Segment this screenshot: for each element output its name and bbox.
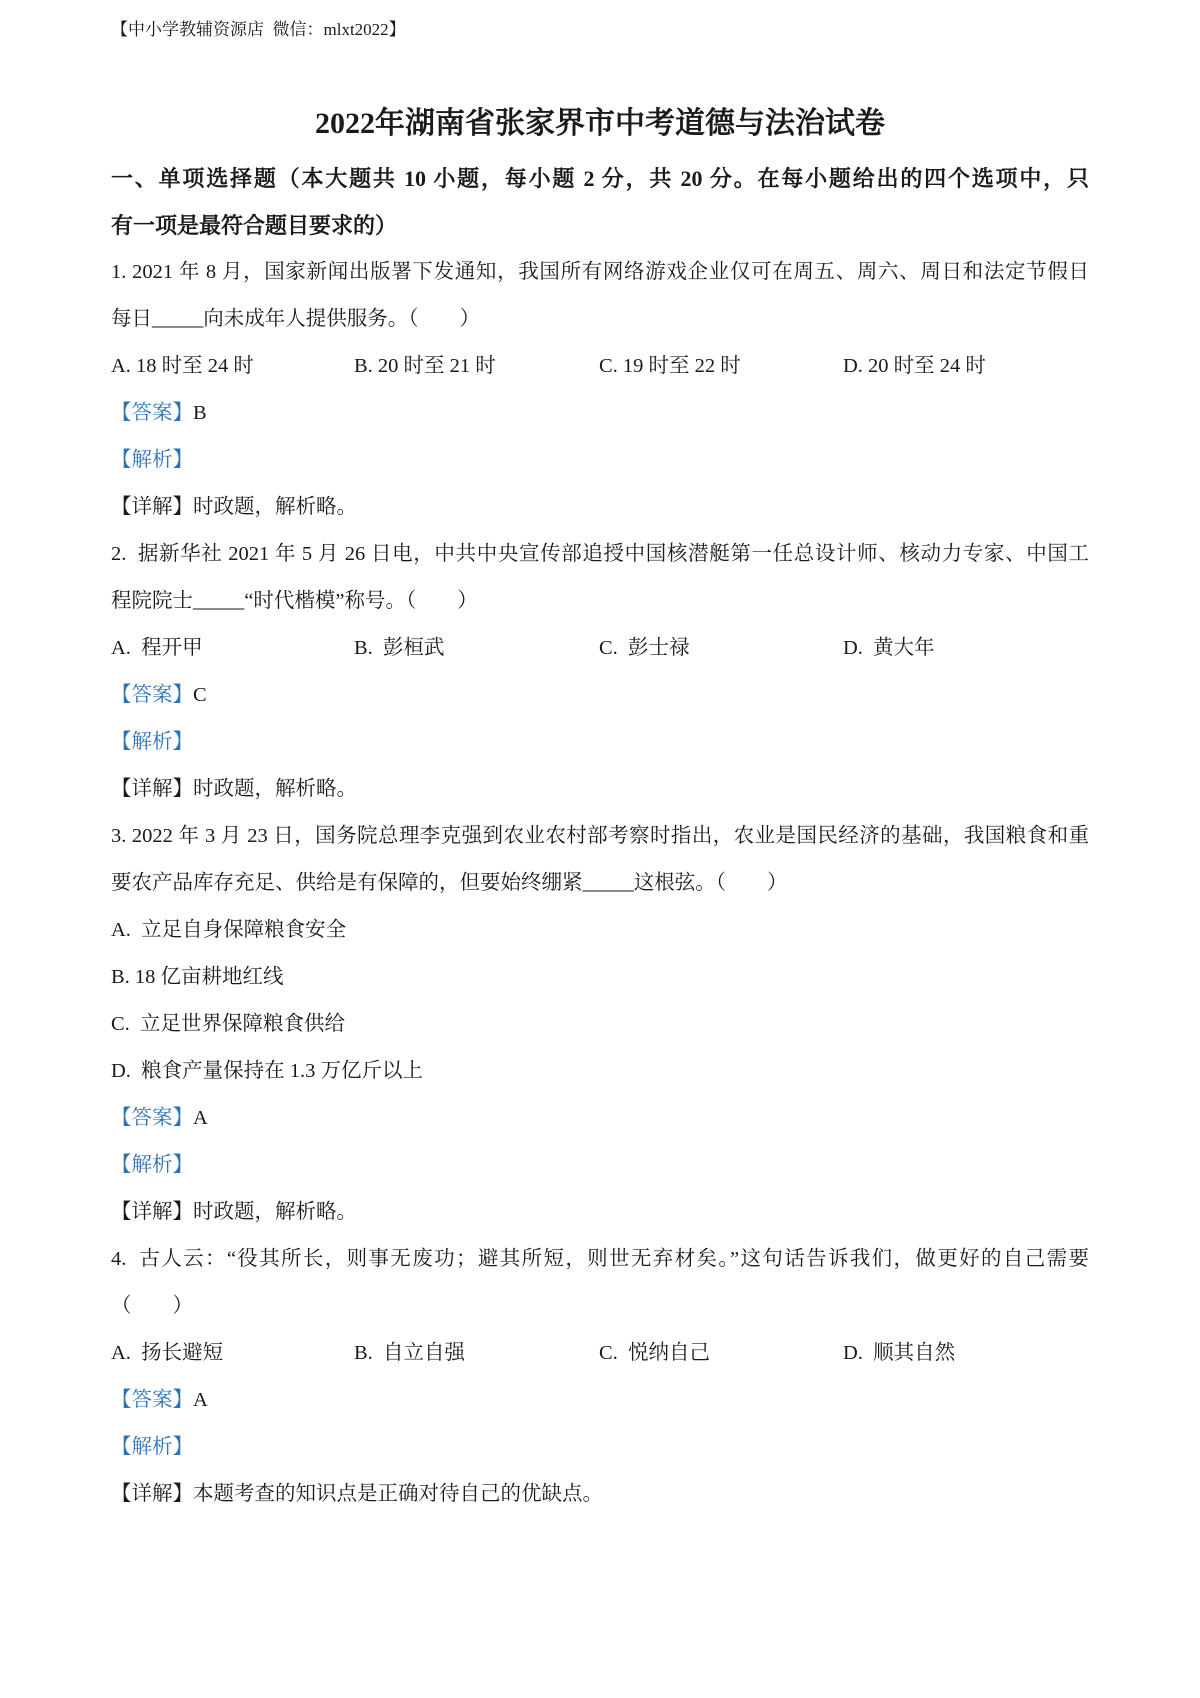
answer-line — [111, 390, 1089, 437]
option-a: A. 18 时至 24 时 — [111, 355, 254, 377]
option-d: D. 顺其自然 — [843, 1342, 956, 1364]
options-row — [111, 625, 1089, 672]
options-row — [111, 343, 1089, 390]
question-stem-line: 程院院士_____“时代楷模”称号。（ ） — [111, 590, 478, 612]
analysis-label: 【解析】 — [111, 1436, 193, 1458]
section-heading-line: 一、单项选择题（本大题共 10 小题，每小题 2 分，共 20 分。在每小题给出的四个选项中，只 — [111, 166, 1089, 191]
answer-value: B — [193, 402, 207, 424]
detail-text: 时政题，解析略。 — [193, 496, 357, 518]
answer-line — [111, 1095, 1089, 1142]
question-stem-line: 4. 古人云：“役其所长，则事无废功；避其所短，则世无弃材矣。”这句话告诉我们，做更好的自己需要 — [111, 1248, 1089, 1270]
answer-line — [111, 1377, 1089, 1424]
detail-label: 【详解】 — [111, 496, 193, 518]
option-d: D. 黄大年 — [843, 637, 935, 659]
question-stem-line: 1. 2021 年 8 月，国家新闻出版署下发通知，我国所有网络游戏企业仅可在周五、周六、周日和法定节假日 — [111, 261, 1089, 283]
analysis-line — [111, 1424, 1089, 1471]
question-stem-line: 每日_____向未成年人提供服务。（ ） — [111, 308, 480, 330]
answer-value: A — [193, 1107, 208, 1129]
option-c: C. 立足世界保障粮食供给 — [111, 1013, 346, 1035]
analysis-label: 【解析】 — [111, 731, 193, 753]
question-stem-line: 要农产品库存充足、供给是有保障的，但要始终绷紧_____这根弦。（ ） — [111, 872, 788, 894]
option-b: B. 自立自强 — [354, 1342, 466, 1364]
section-heading-line: 有一项是最符合题目要求的） — [111, 213, 398, 238]
option-a: A. 扬长避短 — [111, 1342, 224, 1364]
detail-label: 【详解】 — [111, 1483, 193, 1505]
option-d: D. 20 时至 24 时 — [843, 355, 986, 377]
analysis-label: 【解析】 — [111, 449, 193, 471]
option-b: B. 彭桓武 — [354, 637, 445, 659]
answer-value: A — [193, 1389, 208, 1411]
detail-label: 【详解】 — [111, 778, 193, 800]
detail-text: 时政题，解析略。 — [193, 778, 357, 800]
option-b: B. 20 时至 21 时 — [354, 355, 496, 377]
detail-text: 时政题，解析略。 — [193, 1201, 357, 1223]
detail-label: 【详解】 — [111, 1201, 193, 1223]
analysis-line — [111, 719, 1089, 766]
option-c: C. 悦纳自己 — [599, 1342, 711, 1364]
option-d: D. 粮食产量保持在 1.3 万亿斤以上 — [111, 1060, 424, 1082]
answer-label: 【答案】 — [111, 684, 193, 706]
option-a: A. 立足自身保障粮食安全 — [111, 919, 347, 941]
detail-text: 本题考查的知识点是正确对待自己的优缺点。 — [193, 1483, 603, 1505]
answer-line — [111, 672, 1089, 719]
option-c: C. 19 时至 22 时 — [599, 355, 741, 377]
answer-label: 【答案】 — [111, 1389, 193, 1411]
detail-line — [111, 1189, 1089, 1236]
detail-line — [111, 766, 1089, 813]
answer-label: 【答案】 — [111, 402, 193, 424]
answer-label: 【答案】 — [111, 1107, 193, 1129]
detail-line — [111, 484, 1089, 531]
question-stem-line: 3. 2022 年 3 月 23 日，国务院总理李克强到农业农村部考察时指出，农业是国民经济的基础，我国粮食和重 — [111, 825, 1089, 847]
question-stem-line: 2. 据新华社 2021 年 5 月 26 日电，中共中央宣传部追授中国核潜艇第一任总设计师、核动力专家、中国工 — [111, 543, 1089, 565]
analysis-label: 【解析】 — [111, 1154, 193, 1176]
page-header-source: 【中小学教辅资源店 微信：mlxt2022】 — [111, 20, 406, 39]
document-body — [111, 155, 1089, 1518]
options-row — [111, 1330, 1089, 1377]
option-a: A. 程开甲 — [111, 637, 203, 659]
page-title: 2022年湖南省张家界市中考道德与法治试卷 — [315, 107, 885, 140]
analysis-line — [111, 437, 1089, 484]
answer-value: C — [193, 684, 207, 706]
detail-line — [111, 1471, 1089, 1518]
option-b: B. 18 亿亩耕地红线 — [111, 966, 284, 988]
option-c: C. 彭士禄 — [599, 637, 690, 659]
question-stem-line: （ ） — [111, 1295, 193, 1317]
analysis-line — [111, 1142, 1089, 1189]
